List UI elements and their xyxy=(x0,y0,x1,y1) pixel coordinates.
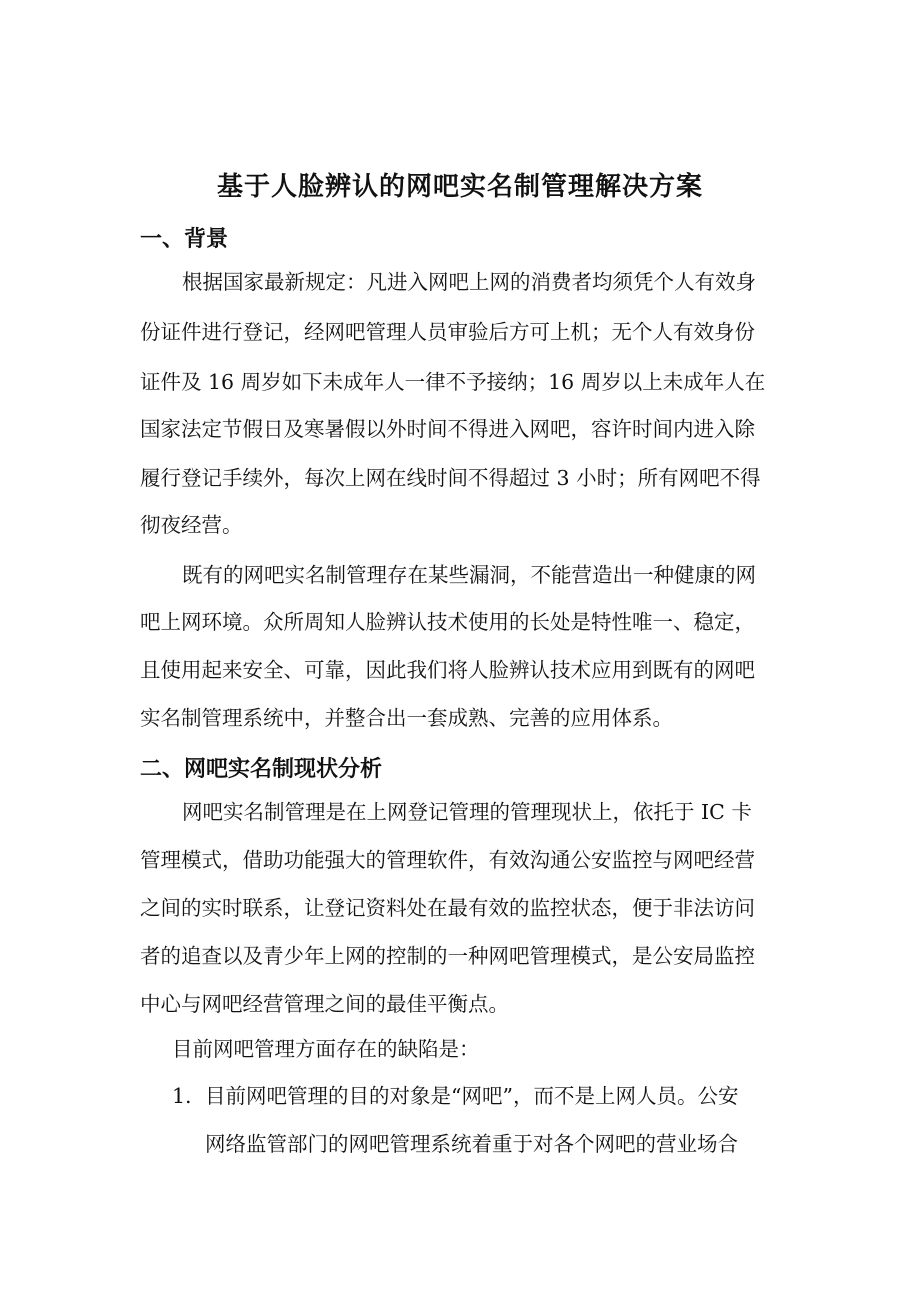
paragraph-line: 网吧实名制管理是在上网登记管理的管理现状上，依托于 IC 卡 xyxy=(182,800,752,824)
document-title: 基于人脸辨认的网吧实名制管理解决方案 xyxy=(216,172,703,202)
paragraph-line: 国家法定节假日及寒暑假以外时间不得进入网吧，容许时间内进入除 xyxy=(140,417,755,441)
section-heading-background: 一、背景 xyxy=(140,227,229,252)
paragraph-deficiency-intro: 目前网吧管理方面存在的缺陷是： xyxy=(172,1037,480,1061)
section-heading-analysis: 二、网吧实名制现状分析 xyxy=(140,757,383,782)
paragraph-line: 者的追查以及青少年上网的控制的一种网吧管理模式，是公安局监控 xyxy=(140,944,755,968)
paragraph-line: 既有的网吧实名制管理存在某些漏洞，不能营造出一种健康的网 xyxy=(182,563,756,587)
paragraph-line: 份证件进行登记，经网吧管理人员审验后方可上机；无个人有效身份 xyxy=(140,320,755,344)
paragraph-line: 中心与网吧经营管理之间的最佳平衡点。 xyxy=(140,992,509,1016)
list-item-number: 1. xyxy=(172,1084,192,1108)
paragraph-line: 履行登记手续外，每次上网在线时间不得超过 3 小时；所有网吧不得 xyxy=(140,466,761,490)
paragraph-line: 根据国家最新规定：凡进入网吧上网的消费者均须凭个人有效身 xyxy=(182,270,756,294)
paragraph-line: 管理模式，借助功能强大的管理软件，有效沟通公安监控与网吧经营 xyxy=(140,848,755,872)
paragraph-line: 吧上网环境。众所周知人脸辨认技术使用的长处是特性唯一、稳定， xyxy=(140,610,755,634)
paragraph-line: 证件及 16 周岁如下未成年人一律不予接纳；16 周岁以上未成年人在 xyxy=(140,370,766,394)
paragraph-line: 且使用起来安全、可靠，因此我们将人脸辨认技术应用到既有的网吧 xyxy=(140,658,755,682)
paragraph-line: 实名制管理系统中，并整合出一套成熟、完善的应用体系。 xyxy=(140,706,673,730)
paragraph-line: 彻夜经营。 xyxy=(140,513,243,537)
list-item-line: 目前网吧管理的目的对象是“网吧”，而不是上网人员。公安 xyxy=(205,1084,739,1108)
list-item-line: 网络监管部门的网吧管理系统着重于对各个网吧的营业场合 xyxy=(205,1132,738,1156)
paragraph-line: 之间的实时联系，让登记资料处在最有效的监控状态，便于非法访问 xyxy=(140,896,755,920)
